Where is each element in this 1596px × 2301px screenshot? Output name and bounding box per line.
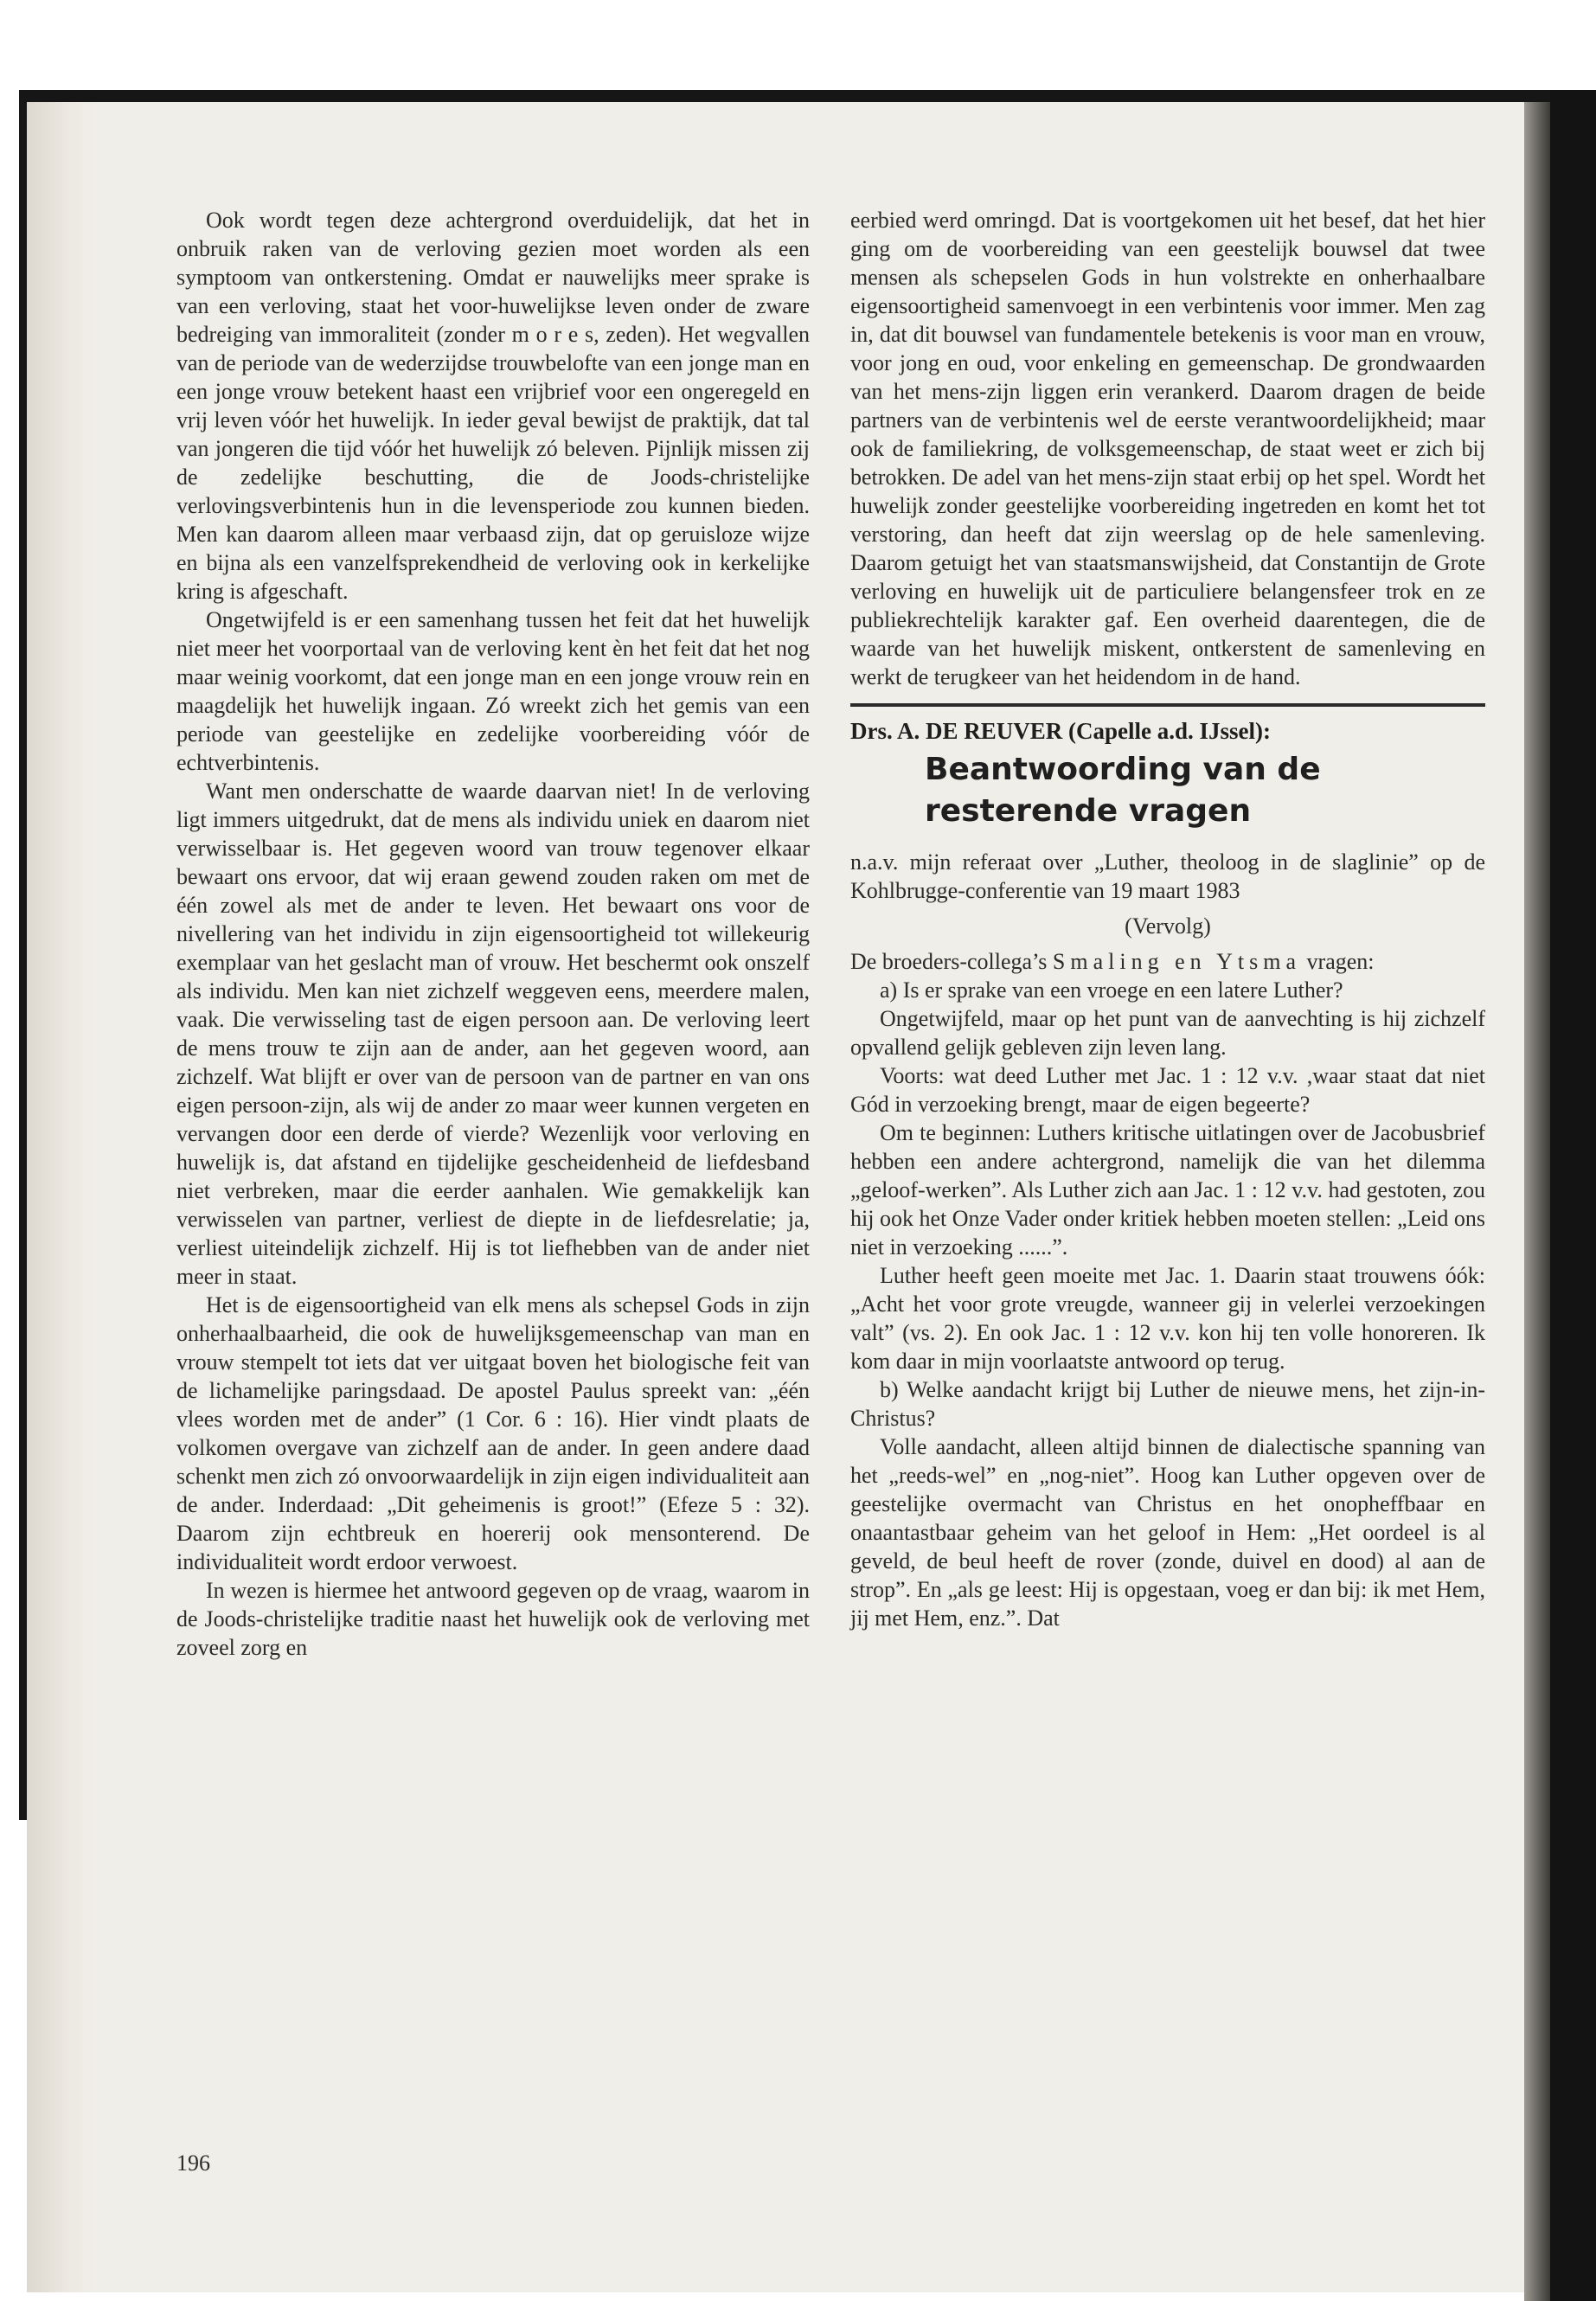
- continued-label: (Vervolg): [1125, 913, 1211, 939]
- left-paragraph: Het is de eigensoortigheid van elk mens als schepsel Gods in zijn onherhaalbaarheid, die ook de huwelijksgemeenschap van man en vrouw stempelt tot iets dat ver uitgaat boven het biologische feit van de lichamelijke paringsdaad. De apostel Paulus spreekt van: „één vlees worden met de ander” (1 Cor. 6 : 16). Hier vindt plaats de volkomen overgave van zichzelf aan de ander. In geen andere daad schenkt men zich zó onvoorwaardelijk in zijn eigen individualiteit aan de ander. Inderdaad: „Dit geheimenis is groot!” (Efeze 5 : 32). Daarom zijn echtbreuk en hoererij ook mensonterend. De individualiteit wordt erdoor verwoest.: [176, 1292, 810, 1574]
- right-paragraph-continued: eerbied werd omringd. Dat is voortgekomen uit het besef, dat het hier ging om de voorbereiding van een geestelijk bouwsel dat twee mensen als schepselen Gods in hun volstrekte en onherhaalbare eigensoortigheid samenvoegt in een verbintenis voor immer. Men zag in, dat dit bouwsel van fundamentele betekenis is voor man en vrouw, voor jong en oud, voor enkeling en gemeenschap. De grondwaarden van het mens-zijn liggen erin verankerd. Daarom dragen de beide partners van de verbintenis wel de eerste verantwoordelijkheid; maar ook de familiekring, de volksgemeenschap, de staat weet er zich bij betrokken. De adel van het mens-zijn staat erbij op het spel. Wordt het huwelijk zonder geestelijke voorbereiding ingetreden en komt het tot verstoring, dan heeft dat zijn weerslag op de hele samenleving. Daarom getuigt het van staatsmanswijsheid, dat Constantijn de Grote verloving en huwelijk uit de particuliere belangensfeer trok en ze publiekrechtelijk karakter gaf. Een overheid daarentegen, die de waarde van het huwelijk miskent, ontkerstent de samenleving en werkt de terugkeer van het heidendom in de hand.: [850, 208, 1485, 689]
- scan-border-left: [19, 90, 27, 1820]
- left-paragraph: Ook wordt tegen deze achtergrond overduidelijk, dat het in onbruik raken van de verloving gezien moet worden als een symptoom van ontkerstening. Omdat er nauwelijks meer sprake is van een verloving, staat het voor-huwelijkse leven onder de zware bedreiging van immoraliteit (zonder m o r e s, zeden). Het wegvallen van de periode van de wederzijdse trouwbelofte van een jonge man en een jonge vrouw betekent haast een vrijbrief voor een ongeregeld en vrij leven vóór het huwelijk. In ieder geval bewijst de praktijk, dat tal van jongeren die tijd vóór het huwelijk zó beleven. Pijnlijk missen zij de zedelijke beschutting, die de Joods-christelijke verlovingsverbintenis hun in die levensperiode zou kunnen bieden. Men kan daarom alleen maar verbaasd zijn, dat op geruisloze wijze en bijna als een vanzelfsprekendheid de verloving ook in kerkelijke kring is afgeschaft.: [176, 208, 810, 604]
- book-binding-edge: [1524, 102, 1550, 2301]
- article-paragraph: Volle aandacht, alleen altijd binnen de dialectische spanning van het „reeds-wel” en „nog-niet”. Hoog kan Luther opgeven over de geestelijke overmacht van Christus en het onopheffbaar en onaantastbaar geheim van het geloof in Hem: „Het oordeel is al geveld, de beul heeft de rover (zonde, duivel en dood) al aan de strop”. En „als ge leest: Hij is opgestaan, voeg er dan bij: ik met Hem, jij met Hem, enz.”. Dat: [850, 1434, 1485, 1631]
- article-paragraph: Voorts: wat deed Luther met Jac. 1 : 12 v.v. ,waar staat dat niet Gód in verzoeking brengt, maar de eigen begeerte?: [850, 1063, 1485, 1117]
- page-number: 196: [176, 2150, 210, 2176]
- left-paragraph: In wezen is hiermee het antwoord gegeven op de vraag, waarom in de Joods-christelijke traditie naast het huwelijk ook de verloving met zoveel zorg en: [176, 1578, 810, 1660]
- left-paragraph: Ongetwijfeld is er een samenhang tussen het feit dat het huwelijk niet meer het voorportaal van de verloving kent èn het feit dat het nog maar weinig voorkomt, dat een jonge man en een jonge vrouw rein en maagdelijk het huwelijk ingaan. Zó wreekt zich het gemis van een periode van geestelijke en zedelijke voorbereiding vóór de echtverbintenis.: [176, 607, 810, 775]
- section-divider: [850, 703, 1485, 707]
- question-names: Smaling en Ytsma: [1052, 949, 1302, 974]
- article-title: Beantwoording van de resterende vragen: [925, 752, 1321, 829]
- question-intro: [850, 947, 1485, 976]
- left-column: [176, 206, 810, 1662]
- article-paragraph: a) Is er sprake van een vroege en een latere Luther?: [880, 977, 1343, 1003]
- question-lead: De broeders-collega’s: [850, 949, 1048, 974]
- article-author: Drs. A. DE REUVER (Capelle a.d. IJssel):: [850, 718, 1271, 744]
- scan-border-right: [1550, 90, 1596, 2301]
- scan-border-top: [19, 90, 1596, 102]
- page-gutter-shadow: [27, 102, 96, 2292]
- article-paragraph: Ongetwijfeld, maar op het punt van de aanvechting is hij zichzelf opvallend gelijk gebleven zijn leven lang.: [850, 1006, 1485, 1060]
- article-paragraph: Om te beginnen: Luthers kritische uitlatingen over de Jacobusbrief hebben een andere achtergrond, namelijk die van het dilemma „geloof-werken”. Als Luther zich aan Jac. 1 : 12 v.v. had gestoten, zou hij ook het Onze Vader onder kritiek hebben moeten stellen: „Leid ons niet in verzoeking ......”.: [850, 1120, 1485, 1259]
- article-paragraph: b) Welke aandacht krijgt bij Luther de nieuwe mens, het zijn-in-Christus?: [850, 1377, 1485, 1431]
- left-paragraph: Want men onderschatte de waarde daarvan niet! In de verloving ligt immers uitgedrukt, dat de mens als individu uniek en daarom niet verwisselbaar is. Het gegeven woord van trouw tegenover elkaar bewaart ons ervoor, dat wij eraan gewend zouden raken om met de één zowel als met de ander te leven. Het bewaart ons voor de nivellering van het individu in zijn eigensoortigheid tot willekeurig exemplaar van het geslacht man of vrouw. Het beschermt ook onszelf als individu. Men kan niet zichzelf weggeven eens, meerdere malen, vaak. Die verwisseling tast de eigen persoon aan. De verloving leert de mens trouw te zijn aan de ander, aan het gegeven woord, aan zichzelf. Wat blijft er over van de persoon van de partner en van ons eigen persoon-zijn, als wij de ander zo maar weer kunnen vergeten en vervangen door een derde of vierde? Wezenlijk voor verloving en huwelijk is, dat afstand en tijdelijke gescheidenheid de liefdesband niet verbreken, maar die eerder aanhalen. Wie gemakkelijk kan verwisselen van partner, verliest de diepte in de liefdesrelatie; ja, verliest uiteindelijk zichzelf. Hij is tot liefhebben van de ander niet meer in staat.: [176, 779, 810, 1289]
- question-tail: vragen:: [1306, 949, 1375, 974]
- article-intro: n.a.v. mijn referaat over „Luther, theoloog in de slaglinie” op de Kohlbrugge-conferentie van 19 maart 1983: [850, 849, 1485, 903]
- article-paragraph: Luther heeft geen moeite met Jac. 1. Daarin staat trouwens óók: „Acht het voor grote vreugde, wanneer gij in velerlei verzoekingen valt” (vs. 2). En ook Jac. 1 : 12 v.v. kon hij ten volle honoreren. Ik kom daar in mijn voorlaatste antwoord op terug.: [850, 1263, 1485, 1374]
- right-column: [850, 206, 1485, 1632]
